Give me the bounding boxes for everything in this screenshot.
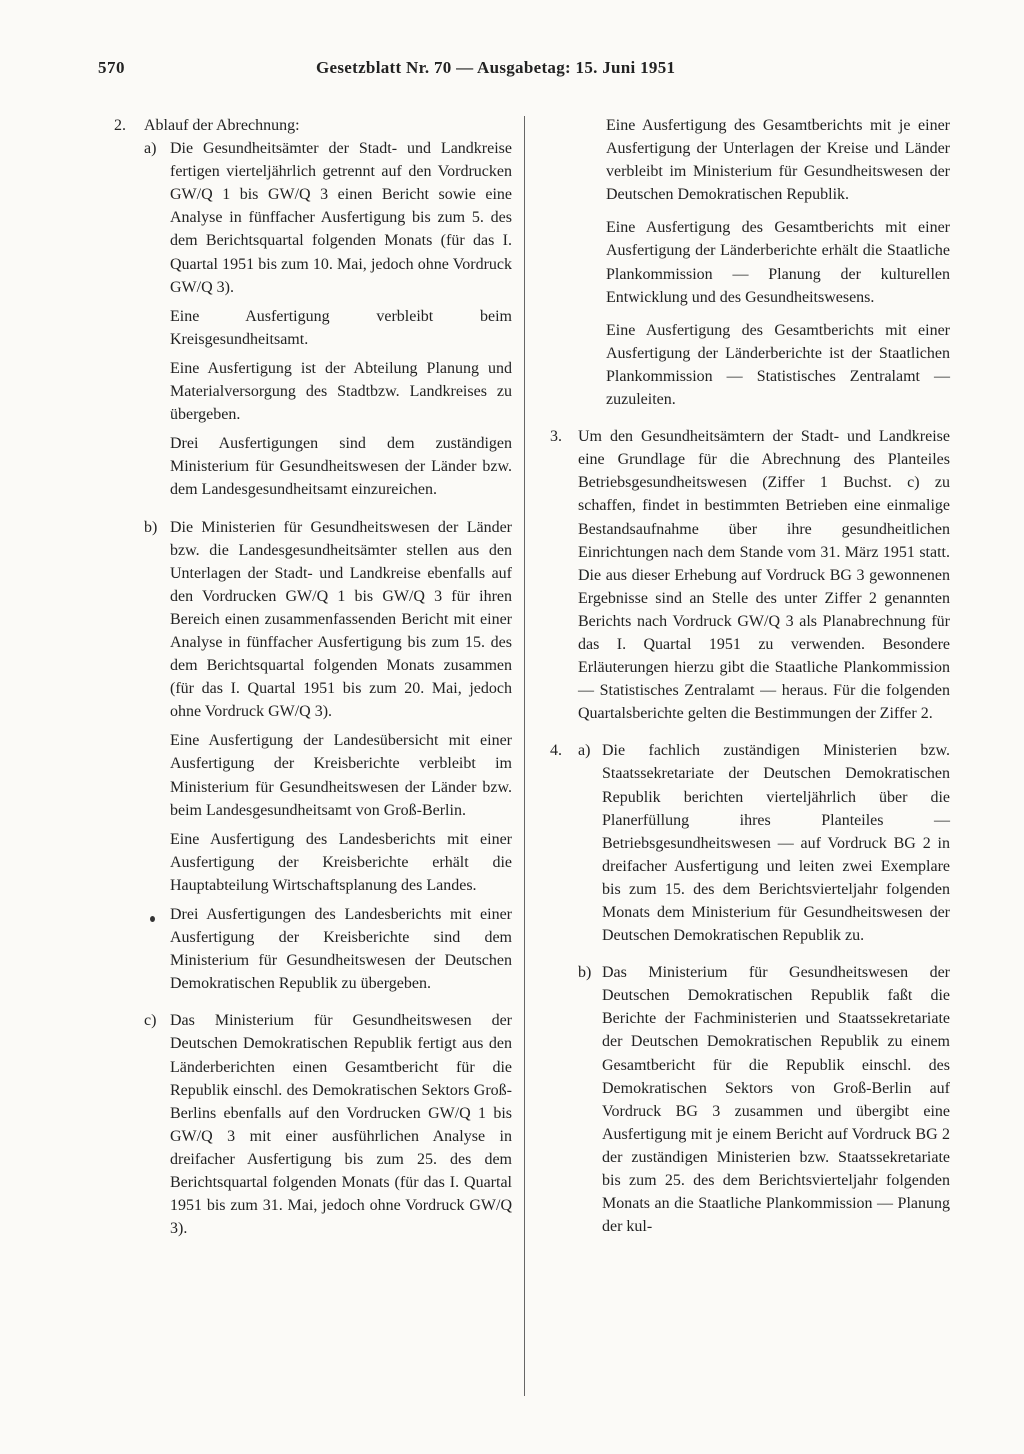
item-2: [114, 114, 512, 137]
item-2a-paragraph-2: Eine Ausfertigung verbleibt beim Kreisgesundheitsamt.: [170, 307, 512, 348]
item-4b-text: Das Ministerium für Gesundheitswesen der Deutschen Demokratischen Republik faßt die Berichte der Fachministerien und Staatssekretariate der Deutschen Demokratischen Republik zu einem Gesamtbericht für die Republik einschl. des Demokratischen Sektors von Groß-Berlin auf Vordruck BG 3 zusammen und übergibt eine Ausfertigung mit je einem Bericht auf Vordruck BG 2 der zuständigen Ministerien bzw. Staatssekretariate bis zum 25. des dem Berichtsvierteljahr folgenden Monats an die Staatliche Plankommission — Planung der kul-: [602, 964, 950, 1236]
item-2b-label: b): [144, 518, 158, 536]
item-3-text: Um den Gesundheitsämtern der Stadt- und Landkreise eine Grundlage für die Abrechnung des Planteiles Betriebsgesundheitswesen (Ziffer 1 Buchst. c) zu schaffen, findet in bestimmten Betrieben eine einmalige Bestandsaufnahme über ihre gesundheitlichen Einrichtungen nach dem Stande vom 31. März 1951 statt. Die aus dieser Erhebung auf Vordruck BG 3 gewonnenen Ergebnisse sind an Stelle des unter Ziffer 2 genannten Berichts nach Vordruck GW/Q 3 als Planabrechnung für das I. Quartal 1951 zu verwenden. Besondere Erläuterungen hierzu gibt die Staatliche Plankommission — Statistisches Zentralamt — heraus. Für die folgenden Quartalsberichte gelten die Bestimmungen der Ziffer 2.: [578, 428, 950, 723]
item-2c-label: c): [144, 1012, 157, 1030]
left-column: [114, 114, 512, 1240]
item-2b-paragraph-3: Eine Ausfertigung des Landesberichts mit einer Ausfertigung der Kreisberichte erhält die Hauptabteilung Wirtschaftsplanung des Landes.: [170, 830, 512, 894]
item-4a-label: a): [578, 742, 591, 760]
column-divider: [524, 116, 525, 1396]
item-4b: [550, 961, 950, 1238]
item-2a-label: a): [144, 140, 157, 158]
item-4-number: 4.: [550, 742, 562, 760]
item-2b-paragraph-4: Drei Ausfertigungen des Landesberichts mit einer Ausfertigung der Kreisberichte sind dem Ministerium für Gesundheitswesen der Deutschen Demokratischen Republik zu übergeben.: [170, 906, 512, 993]
item-2-number: 2.: [114, 117, 126, 134]
item-2-title: Ablauf der Abrechnung:: [144, 117, 300, 134]
right-column: [550, 114, 950, 1238]
item-2c-paragraph-3: Eine Ausfertigung des Gesamtberichts mit einer Ausfertigung der Länderberichte erhält die Staatliche Plankommission — Planung der kulturellen Entwicklung und des Gesundheitswesens.: [606, 219, 950, 306]
item-2a-paragraph-1: Die Gesundheitsämter der Stadt- und Landkreise fertigen vierteljährlich getrennt auf den Vordrucken GW/Q 1 bis GW/Q 3 einen Bericht sowie eine Analyse in fünffacher Ausfertigung bis zum 5. des dem Berichtsquartal folgenden Monats (für das I. Quartal 1951 bis zum 10. Mai, jedoch ohne Vordruck GW/Q 3).: [170, 140, 512, 296]
item-2a-paragraph-4: Drei Ausfertigungen sind dem zuständigen Ministerium für Gesundheitswesen der Länder bzw. dem Landesgesundheitsamt einzureichen.: [170, 435, 512, 499]
item-4a: [550, 739, 950, 947]
item-2c-paragraph-4: Eine Ausfertigung des Gesamtberichts mit einer Ausfertigung der Länderberichte ist der Staatlichen Plankommission — Statistisches Zentralamt — zuzuleiten.: [606, 321, 950, 409]
item-2a-paragraph-3: Eine Ausfertigung ist der Abteilung Planung und Materialversorgung des Stadtbzw. Landkreises zu übergeben.: [170, 359, 512, 424]
item-2b: [114, 516, 512, 996]
item-2c-paragraph-1: Das Ministerium für Gesundheitswesen der Deutschen Demokratischen Republik fertigt aus den Länderberichten einen Gesamtbericht für die Republik einschl. des Demokratischen Sektors Groß-Berlins ebenfalls auf den Vordrucken GW/Q 1 bis GW/Q 3 mit einer ausführlichen Analyse in dreifacher Ausfertigung bis zum 25. des dem Berichtsquartal folgenden Monats (für das I. Quartal 1951 bis zum 31. Mai, jedoch ohne Vordruck GW/Q 3).: [170, 1012, 512, 1238]
item-2a: [114, 137, 512, 501]
page-header-title: Gesetzblatt Nr. 70 — Ausgabetag: 15. Juni 1951: [316, 58, 676, 77]
item-3-number: 3.: [550, 428, 562, 446]
item-2b-paragraph-1: Die Ministerien für Gesundheitswesen der Länder bzw. die Landesgesundheitsämter stellen aus den Unterlagen der Stadt- und Landkreise ebenfalls auf den Vordrucken GW/Q 1 bis GW/Q 3 für ihren Bereich einen zusammenfassenden Bericht mit einer Analyse in fünffacher Ausfertigung bis zum 15. des dem Berichtsquartal folgenden Monats zusammen (für das I. Quartal 1951 bis zum 20. Mai, jedoch ohne Vordruck GW/Q 3).: [170, 518, 512, 721]
page-number: 570: [98, 58, 125, 77]
item-2c: [114, 1009, 512, 1240]
item-4a-text: Die fachlich zuständigen Ministerien bzw. Staatssekretariate der Deutschen Demokratischen Republik berichten vierteljährlich über die Planerfüllung ihres Planteiles — Betriebsgesundheitswesen — auf Vordruck BG 2 in dreifacher Ausfertigung und leiten zwei Exemplare bis zum 15. des dem Berichtsvierteljahr folgenden Monats dem Ministerium für Gesundheitswesen der Deutschen Demokratischen Republik zu.: [602, 742, 950, 945]
item-4b-label: b): [578, 964, 592, 982]
item-3: [550, 425, 950, 725]
item-2c-continued: [550, 114, 950, 411]
item-2b-paragraph-2: Eine Ausfertigung der Landesübersicht mit einer Ausfertigung der Kreisberichte verbleibt im Ministerium für Gesundheitswesen der Länder bzw. beim Landesgesundheitsamt von Groß-Berlin.: [170, 732, 512, 819]
item-2c-paragraph-2: Eine Ausfertigung des Gesamtberichts mit je einer Ausfertigung der Unterlagen der Kreise und Länder verbleibt im Ministerium für Gesundheitswesen der Deutschen Demokratischen Republik.: [606, 117, 950, 204]
